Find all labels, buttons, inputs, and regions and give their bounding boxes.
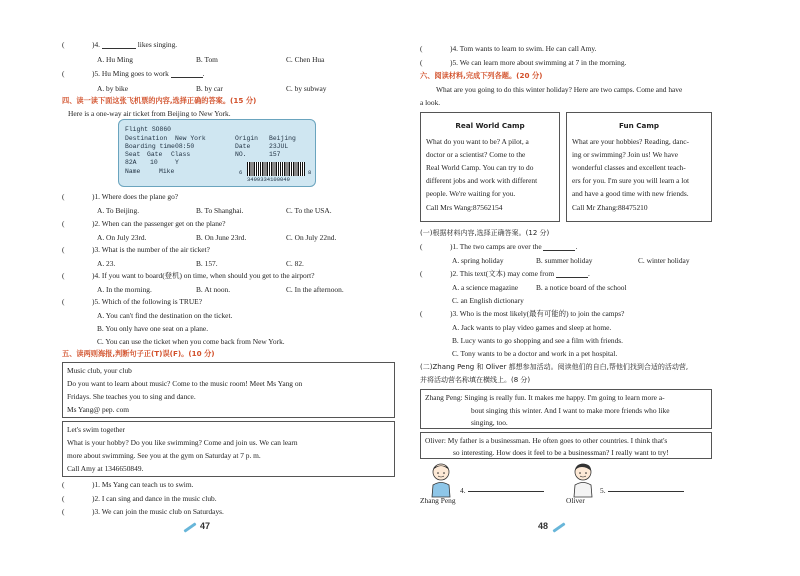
answer-bracket[interactable]: (: [62, 192, 65, 201]
answer-bracket[interactable]: (: [420, 44, 423, 53]
ticket-name-value: Mike: [159, 168, 175, 175]
option-b[interactable]: B. by car: [196, 84, 223, 93]
answer-bracket[interactable]: (: [62, 494, 65, 503]
question-4: ( )4. likes singing.: [62, 40, 178, 49]
option-b[interactable]: B. summer holiday: [536, 256, 593, 265]
fill-blank[interactable]: [543, 243, 575, 251]
section-6-heading: 六、阅读材料,完成下列各题。(20 分): [420, 71, 543, 80]
tf-question-5: ( )5. We can learn more about swimming at 7 in the morning.: [420, 58, 627, 67]
option-c[interactable]: C. 82.: [286, 259, 304, 268]
speech-line: so interesting. How does it feel to be a businessman? I really want to try!: [453, 448, 669, 457]
pencil-icon: [183, 522, 196, 532]
option-a[interactable]: A. by bike: [97, 84, 128, 93]
option-c[interactable]: C. You can use the ticket when you come back from New York.: [97, 337, 285, 346]
ticket-origin-label: Origin: [235, 135, 259, 142]
poster-title: Music club, your club: [67, 366, 132, 375]
ticket-date-label: Date: [235, 143, 251, 150]
ticket-origin-value: Beijing: [269, 135, 296, 142]
option-a[interactable]: A. a science magazine: [452, 283, 519, 292]
option-a[interactable]: A. Hu Ming: [97, 55, 133, 64]
boy-oliver-icon: [568, 461, 598, 499]
poster-line: more about swimming. See you at the gym on Saturday at 7 p. m.: [67, 451, 261, 460]
speech-line: singing, too.: [471, 418, 508, 427]
poster-contact: Call Amy at 1346650849.: [67, 464, 144, 473]
barcode: [247, 162, 305, 176]
ticket-class-value: Y: [175, 159, 179, 166]
camp-real-world: [420, 112, 560, 222]
answer-bracket[interactable]: (: [62, 219, 65, 228]
answer-bracket[interactable]: (: [62, 480, 65, 489]
answer-bracket[interactable]: (: [420, 269, 423, 278]
section-4-heading: 四、读一读下面这张飞机票的内容,选择正确的答案。(15 分): [62, 96, 257, 105]
option-a[interactable]: A. On July 23rd.: [97, 233, 147, 242]
camp-line: What do you want to be? A pilot, a: [426, 137, 529, 146]
page-number: 47: [200, 521, 211, 531]
option-b[interactable]: B. You only have one seat on a plane.: [97, 324, 209, 333]
section-5-heading: 五、读两则海报,判断句子正(T)误(F)。(10 分): [62, 349, 215, 358]
section-6-intro-cont: a look.: [420, 98, 441, 107]
poster-contact: Ms Yang@ pep. com: [67, 405, 130, 414]
part-2-heading-cont: 并将活动营名称填在横线上。(8 分): [420, 376, 531, 384]
option-a[interactable]: A. To Beijing.: [97, 206, 140, 215]
camp-line: ers for you. I'm sure you will learn a lot: [572, 176, 690, 185]
question-5: ( )5. Hu Ming goes to work .: [62, 69, 205, 78]
camp-name-blank[interactable]: [468, 484, 544, 492]
option-c[interactable]: C. To the USA.: [286, 206, 332, 215]
ticket-gate-value: 10: [150, 159, 158, 166]
tf-question-1: ( )1. Ms Yang can teach us to swim.: [62, 480, 194, 489]
boy-zhang-peng-icon: [426, 461, 456, 499]
barcode-right-digit: 8: [308, 169, 312, 176]
camp-question-3: ( )3. Who is the most likely(最有可能的) to join the camps?: [420, 309, 625, 318]
ticket-question-5: ( )5. Which of the following is TRUE?: [62, 297, 202, 306]
kid-answer-number: 5.: [600, 486, 606, 495]
poster-line: What is your hobby? Do you like swimming? Come and join us. We can learn: [67, 438, 298, 447]
poster-title: Let's swim together: [67, 425, 125, 434]
ticket-seat-value: 82A: [125, 159, 137, 166]
option-b[interactable]: B. 157.: [196, 259, 218, 268]
tf-question-4: ( )4. Tom wants to learn to swim. He can call Amy.: [420, 44, 597, 53]
camp-call: Call Mr Zhang:88475210: [572, 203, 648, 212]
poster-line: Fridays. She teaches you to sing and dance.: [67, 392, 196, 401]
camp-line: people. We're waiting for you.: [426, 189, 516, 198]
answer-bracket[interactable]: (: [420, 309, 423, 318]
answer-bracket[interactable]: (: [420, 242, 423, 251]
option-c[interactable]: C. an English dictionary: [452, 296, 524, 305]
speech-line: Zhang Peng: Singing is really fun. It makes me happy. I'm going to learn more a-: [425, 393, 665, 402]
camp-line: wonderful classes and excellent teach-: [572, 163, 686, 172]
answer-bracket[interactable]: (: [62, 507, 65, 516]
part-2-heading: (二)Zhang Peng 和 Oliver 都想参加活动。阅读他们的自白,帮他们找到合适的活动营,: [420, 363, 689, 371]
option-c[interactable]: C. by subway: [286, 84, 327, 93]
answer-bracket[interactable]: (: [62, 297, 65, 306]
answer-bracket[interactable]: (: [62, 271, 65, 280]
camp-line: and have a good time with new friends.: [572, 189, 689, 198]
ticket-destination-value: New York: [175, 135, 206, 142]
option-b[interactable]: B. On June 23rd.: [196, 233, 247, 242]
fill-blank[interactable]: [556, 270, 588, 278]
page-number: 48: [538, 521, 549, 531]
kid-name: Zhang Peng: [420, 496, 456, 505]
camp-line: doctor or a scientist? Come to the: [426, 150, 526, 159]
option-c[interactable]: C. Tony wants to be a doctor and work in a pet hospital.: [452, 349, 618, 358]
oliver-speech: [420, 432, 712, 459]
ticket-boarding-label: Boarding time: [125, 143, 175, 150]
ticket-question-2: ( )2. When can the passenger get on the plane?: [62, 219, 226, 228]
answer-bracket[interactable]: (: [420, 58, 423, 67]
option-a[interactable]: A. You can't find the destination on the ticket.: [97, 311, 233, 320]
camp-question-1: ( )1. The two camps are over the .: [420, 242, 578, 251]
option-b[interactable]: B. a notice board of the school: [536, 283, 627, 292]
ticket-seat-label: Seat: [125, 151, 141, 158]
ticket-gate-label: Gate: [147, 151, 163, 158]
camp-line: different jobs and work with different: [426, 176, 538, 185]
fill-blank[interactable]: [102, 41, 136, 49]
camp-question-2: ( )2. This text(文本) may come from .: [420, 269, 590, 278]
tf-question-2: ( )2. I can sing and dance in the music club.: [62, 494, 217, 503]
ticket-destination-label: Destination: [125, 135, 168, 142]
right-page: [400, 0, 800, 576]
answer-bracket[interactable]: (: [62, 245, 65, 254]
section-6-intro: What are you going to do this winter holiday? Here are two camps. Come and have: [436, 85, 683, 94]
camp-line: Real World Camp. You can try to do: [426, 163, 534, 172]
ticket-question-3: ( )3. What is the number of the air ticket?: [62, 245, 210, 254]
ticket-flight: Flight SO860: [125, 126, 172, 133]
part-1-heading: (一)根据材料内容,选择正确答案。(12 分): [420, 229, 550, 237]
poster-music-club: [62, 362, 395, 418]
poster-line: Do you want to learn about music? Come to the music room! Meet Ms Yang on: [67, 379, 303, 388]
option-b[interactable]: B. At noon.: [196, 285, 231, 294]
barcode-number: 3499334100049: [247, 176, 290, 183]
section-4-intro: Here is a one-way air ticket from Beijing to New York.: [68, 109, 231, 118]
camp-title: Real World Camp: [455, 121, 525, 130]
ticket-question-1: ( )1. Where does the plane go?: [62, 192, 179, 201]
option-c[interactable]: C. On July 22nd.: [286, 233, 337, 242]
camp-line: ing or swimming? Join us! We have: [572, 150, 679, 159]
zhang-peng-speech: [420, 389, 712, 429]
ticket-question-4: ( )4. If you want to board(登机) on time, when should you get to the airport?: [62, 271, 315, 280]
answer-bracket[interactable]: (: [62, 69, 65, 78]
option-b[interactable]: B. To Shanghai.: [196, 206, 244, 215]
ticket-boarding-value: 08:50: [175, 143, 195, 150]
camp-title: Fun Camp: [618, 121, 660, 130]
option-a[interactable]: A. Jack wants to play video games and sleep at home.: [452, 323, 612, 332]
ticket-name-label: Name: [125, 168, 141, 175]
option-a[interactable]: A. 23.: [97, 259, 116, 268]
camp-line: What are your hobbies? Reading, danc-: [572, 137, 689, 146]
speech-line: bout singing this winter. And I want to make more friends who like: [471, 406, 670, 415]
option-a[interactable]: A. spring holiday: [452, 256, 504, 265]
poster-swim: [62, 421, 395, 477]
speech-line: Oliver: My father is a businessman. He often goes to other countries. I think that's: [425, 436, 668, 445]
ticket-class-label: Class: [171, 151, 191, 158]
option-b[interactable]: B. Tom: [196, 55, 218, 64]
option-c[interactable]: C. winter holiday: [638, 256, 690, 265]
camp-fun: [566, 112, 712, 222]
camp-call: Call Mrs Wang:87562154: [426, 203, 503, 212]
option-c[interactable]: C. In the afternoon.: [286, 285, 344, 294]
tf-question-3: ( )3. We can join the music club on Saturdays.: [62, 507, 224, 516]
air-ticket: [118, 119, 316, 187]
camp-name-blank[interactable]: [608, 484, 684, 492]
ticket-date-value: 23JUL: [269, 143, 289, 150]
option-b[interactable]: B. Lucy wants to go shopping and see a film with friends.: [452, 336, 623, 345]
pencil-icon: [552, 522, 565, 532]
ticket-no-label: NO.: [235, 151, 247, 158]
option-a[interactable]: A. In the morning.: [97, 285, 152, 294]
kid-name: Oliver: [566, 496, 585, 505]
barcode-left-digit: 6: [239, 169, 243, 176]
kid-answer-number: 4.: [460, 486, 466, 495]
ticket-no-value: 157: [269, 151, 281, 158]
answer-bracket[interactable]: (: [62, 40, 65, 49]
option-c[interactable]: C. Chen Hua: [286, 55, 325, 64]
fill-blank[interactable]: [171, 70, 203, 78]
